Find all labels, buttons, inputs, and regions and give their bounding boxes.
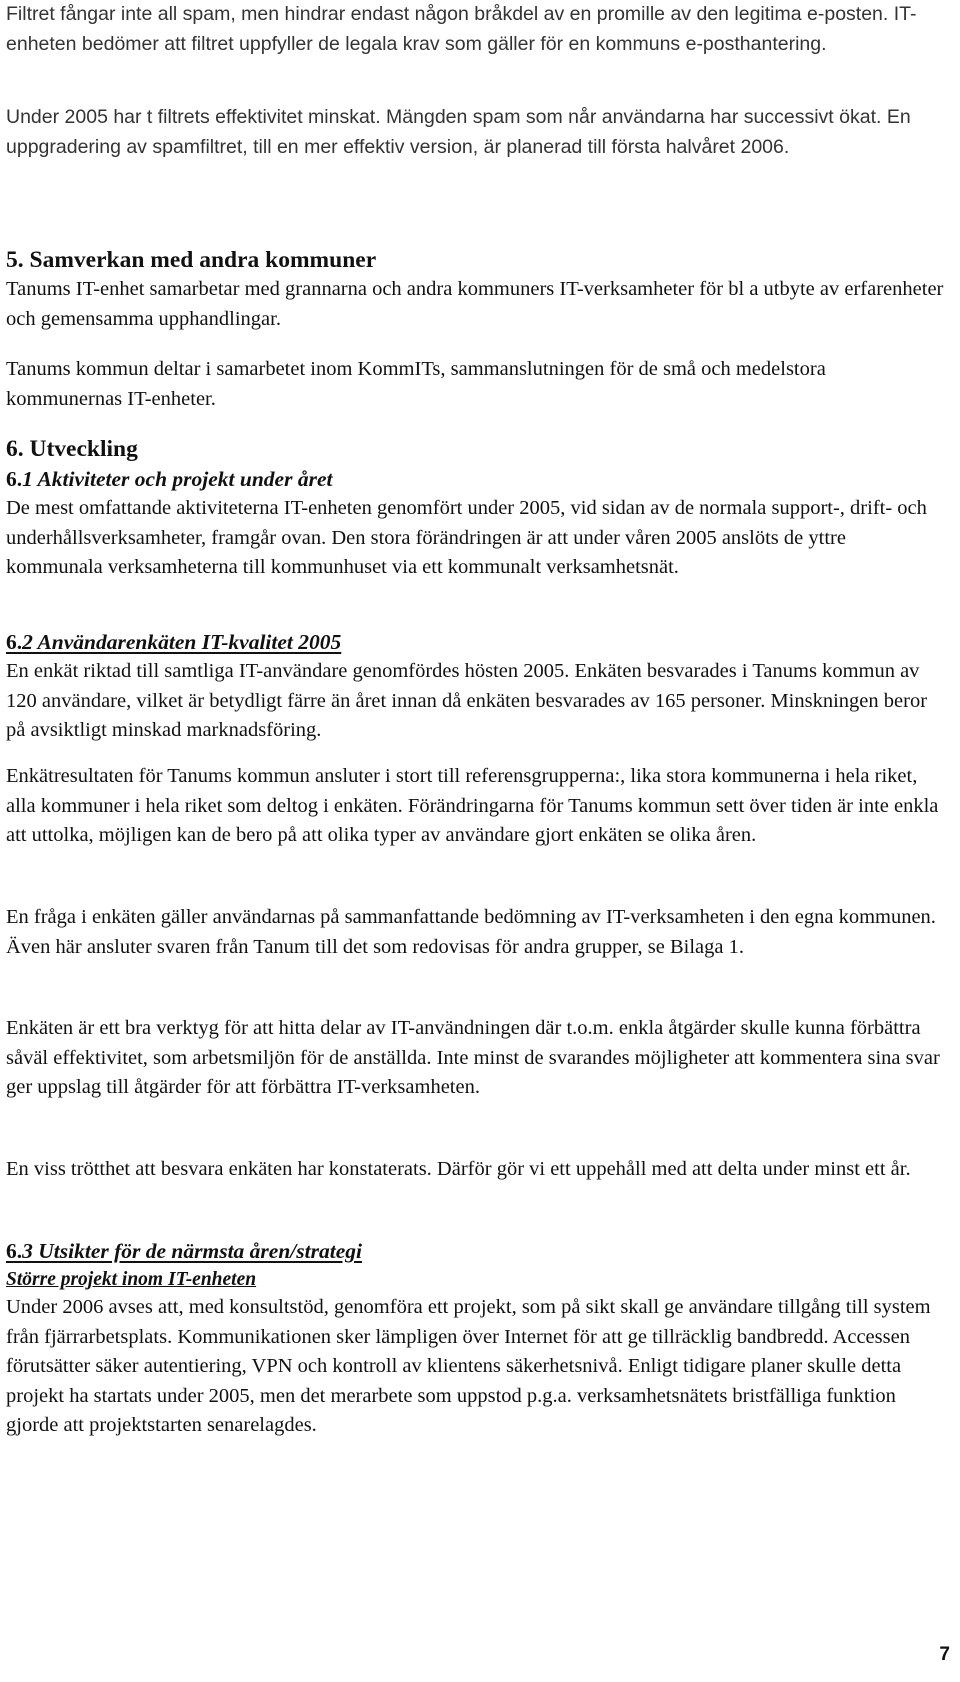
subsection-6-2-heading bbox=[6, 627, 341, 657]
section-6-heading: 6. Utveckling bbox=[6, 436, 138, 462]
subsection-6-2-number: 6. bbox=[6, 630, 23, 654]
subsection-6-3-heading bbox=[6, 1236, 362, 1266]
section-5-heading: 5. Samverkan med andra kommuner bbox=[6, 247, 377, 273]
intro-paragraph-1: Filtret fångar inte all spam, men hindrar endast någon bråkdel av en promille av den legitima e-posten. IT-enheten bedömer att filtret uppfyller de legala krav som gäller för en kommuns e-posthantering. bbox=[6, 3, 917, 55]
section-5-paragraph-1: Tanums IT-enhet samarbetar med grannarna och andra kommuners IT-verksamheter för bl a utbyte av erfarenheter och gemensamma upphandlingar. bbox=[6, 278, 944, 330]
subsection-6-2-paragraph-4: Enkäten är ett bra verktyg för att hitta delar av IT-användningen där t.o.m. enkla åtgärder skulle kunna förbättra såväl effektivitet, som arbetsmiljön för de anställda. Inte minst de svarandes möjligheter att kommentera sina svar ger uppslag till åtgärder för att förbättra IT-verksamheten. bbox=[6, 1017, 940, 1098]
subsection-6-3-subheading: Större projekt inom IT-enheten bbox=[6, 1269, 257, 1290]
subsection-6-2-title: 2 Användarenkäten IT-kvalitet 2005 bbox=[22, 630, 342, 654]
section-5-paragraph-2: Tanums kommun deltar i samarbetet inom KommITs, sammanslutningen för de små och medelstora kommunernas IT-enheter. bbox=[6, 358, 826, 410]
subsection-6-2-paragraph-2: Enkätresultaten för Tanums kommun ansluter i stort till referensgrupperna:, lika stora kommunerna i hela riket, alla kommuner i hela riket som deltog i enkäten. Förändringarna för Tanums kommun sett över tiden är inte enkla att uttolka, möjligen kan de bero på att olika typer av användare gjort enkäten se olika åren. bbox=[6, 765, 939, 846]
subsection-6-1-heading bbox=[6, 464, 332, 494]
subsection-6-1-number: 6. bbox=[6, 467, 23, 491]
subsection-6-2-paragraph-3: En fråga i enkäten gäller användarnas på sammanfattande bedömning av IT-verksamheten i den egna kommunen. Även här ansluter svaren från Tanum till det som redovisas för andra grupper, se Bilaga 1. bbox=[6, 906, 936, 958]
subsection-6-2-paragraph-1: En enkät riktad till samtliga IT-användare genomfördes hösten 2005. Enkäten besvarades i Tanums kommun av 120 användare, vilket är betydligt färre än året innan då enkäten besvarades av 165 personer. Minskningen beror på avsiktligt minskad marknadsföring. bbox=[6, 660, 928, 741]
subsection-6-1-paragraph: De mest omfattande aktiviteterna IT-enheten genomfört under 2005, vid sidan av de normala support-, drift- och underhållsverksamheter, framgår ovan. Den stora förändringen är att under våren 2005 anslöts de yttre kommunala verksamheterna till kommunhuset via ett kommunalt verksamhetsnät. bbox=[6, 497, 927, 578]
subsection-6-2-paragraph-5: En viss trötthet att besvara enkäten har konstaterats. Därför gör vi ett uppehåll med att delta under minst ett år. bbox=[6, 1158, 911, 1180]
page-number: 7 bbox=[939, 1644, 950, 1665]
subsection-6-1-title: 1 Aktiviteter och projekt under året bbox=[22, 467, 333, 491]
subsection-6-3-title: 3 Utsikter för de närmsta åren/strategi bbox=[22, 1239, 362, 1263]
subsection-6-3-paragraph: Under 2006 avses att, med konsultstöd, genomföra ett projekt, som på sikt skall ge användare tillgång till system från fjärrarbetsplats. Kommunikationen sker lämpligen över Internet för att ge tillräcklig bandbredd. Accessen förutsätter säker autentiering, VPN och kontroll av klientens säkerhetsnivå. Enligt tidigare planer skulle detta projekt ha startats under 2005, men det merarbete som uppstod p.g.a. verksamhetsnätets bristfälliga funktion gjorde att projektstarten senarelagdes. bbox=[6, 1296, 931, 1436]
subsection-6-3-number: 6. bbox=[6, 1239, 23, 1263]
intro-paragraph-2: Under 2005 har t filtrets effektivitet minskat. Mängden spam som når användarna har successivt ökat. En uppgradering av spamfiltret, till en mer effektiv version, är planerad till första halvåret 2006. bbox=[6, 106, 911, 158]
